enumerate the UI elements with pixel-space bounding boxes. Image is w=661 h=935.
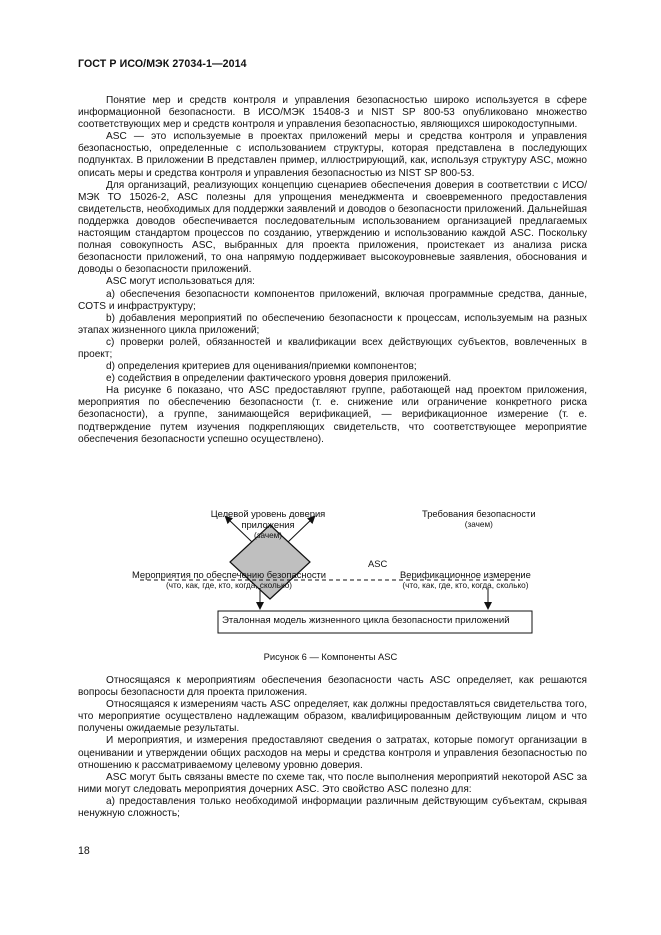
list-item: b) добавления мероприятий по обеспечению безопасности к процессам, используемым на разных этапах жизненного цикла приложений; <box>78 312 587 336</box>
paragraph: Понятие мер и средств контроля и управления безопасностью широко используется в сфере информационной безопасности. В ИСО/МЭК 15408-3 и NIST SP 800-53 опубликовано множество соответствующих мер и средств контроля и управления безопасностью, являющихся широкодоступными. <box>78 95 587 131</box>
list-item: c) проверки ролей, обязанностей и квалификации всех действующих субъектов, вовлеченных в проект; <box>78 336 587 360</box>
model-label: Эталонная модель жизненного цикла безопасности приложений <box>222 615 510 626</box>
paragraph: И мероприятия, и измерения предоставляют сведения о затратах, которые помогут организации в оценивании и утверждении общих расходов на меры и средства контроля и управления безопасностью по отношению к рассматриваемому целевому уровню доверия. <box>78 735 587 771</box>
figure-caption: Рисунок 6 — Компоненты ASC <box>263 651 398 662</box>
asc-label: ASC <box>368 558 388 569</box>
paragraph: Относящаяся к мероприятиям обеспечения безопасности часть ASC определяет, как решаются вопросы безопасности для проекта приложения. <box>78 675 587 699</box>
paragraph: ASC могут использоваться для: <box>106 276 255 288</box>
requirements-label: Требования безопасности (зачем) <box>422 508 536 529</box>
list-item: a) обеспечения безопасности компонентов приложений, включая программные средства, данные, COTS и инфраструктуру; <box>78 288 587 312</box>
list-item: d) определения критериев для оценивания/приемки компонентов; <box>106 361 417 373</box>
target-level-label: Целевой уровень доверия приложения (зачем) <box>210 508 326 540</box>
figure-asc-components <box>110 500 550 665</box>
paragraph: Для организаций, реализующих концепцию сценариев обеспечения доверия в соответствии с ИСО/МЭК ТО 15026-2, ASC полезны для упрощения менеджмента и своевременного предоставления свидетельств, необходимых для поддержки заявлений и доводов о безопасности приложений. Дальнейшая поддержка доводов обеспечивается последовательным использованием организацией предлагаемых настоящим стандартом процессов по созданию, утверждению и использованию каждой ASC. Поскольку полная совокупность ASC, выбранных для проекта приложения, проистекает из анализа риска безопасности приложений, то она напрямую поддерживает высокоуровневые заявления, обоснования и доводы о безопасности приложений. <box>78 179 587 276</box>
list-item: a) предоставления только необходимой информации различным действующим субъектам, скрывая ненужную сложность; <box>78 795 587 820</box>
paragraph: На рисунке 6 показано, что ASC предоставляют группе, работающей над проектом приложения, мероприятия по обеспечению безопасности (т. е. снижение или ограничение конкретного риска безопасности), а группе, занимающейся верификацией, — верификационное измерение (т. е. подтверждение путем изучения подкрепляющих свидетельств, что соответствующее мероприятие обеспечения безопасности успешно осуществлено). <box>78 385 587 445</box>
list-item: e) содействия в определении фактического уровня доверия приложений. <box>106 373 452 385</box>
document-header: ГОСТ Р ИСО/МЭК 27034-1—2014 <box>78 58 247 70</box>
activities-label: Мероприятия по обеспечению безопасности (что, как, где, кто, когда, сколько) <box>132 569 327 590</box>
paragraph: ASC — это используемые в проектах приложений меры и средства контроля и управления безопасностью, определенные с использованием структуры, которая представлена в последующих подпунктах. В приложении В представлен пример, иллюстрирующий, как, используя структуру ASC, можно описать меры и средства контроля и управления безопасностью из NIST SP 800-53. <box>78 131 587 179</box>
paragraph: ASC могут быть связаны вместе по схеме так, что после выполнения мероприятий некоторой ASC за ними могут следовать мероприятия дочерних ASC. Это свойство ASC полезно для: <box>78 771 587 795</box>
page-number: 18 <box>78 845 90 857</box>
measurement-label: Верификационное измерение (что, как, где, кто, когда, сколько) <box>400 569 531 590</box>
body-text-bottom <box>78 675 587 820</box>
paragraph: Относящаяся к измерениям часть ASC определяет, как должны предоставляться свидетельства того, что мероприятие осуществлено надлежащим образом, квалифицированным действующим лицом и что получены ожидаемые результаты. <box>78 699 587 735</box>
body-text-top <box>78 95 587 446</box>
